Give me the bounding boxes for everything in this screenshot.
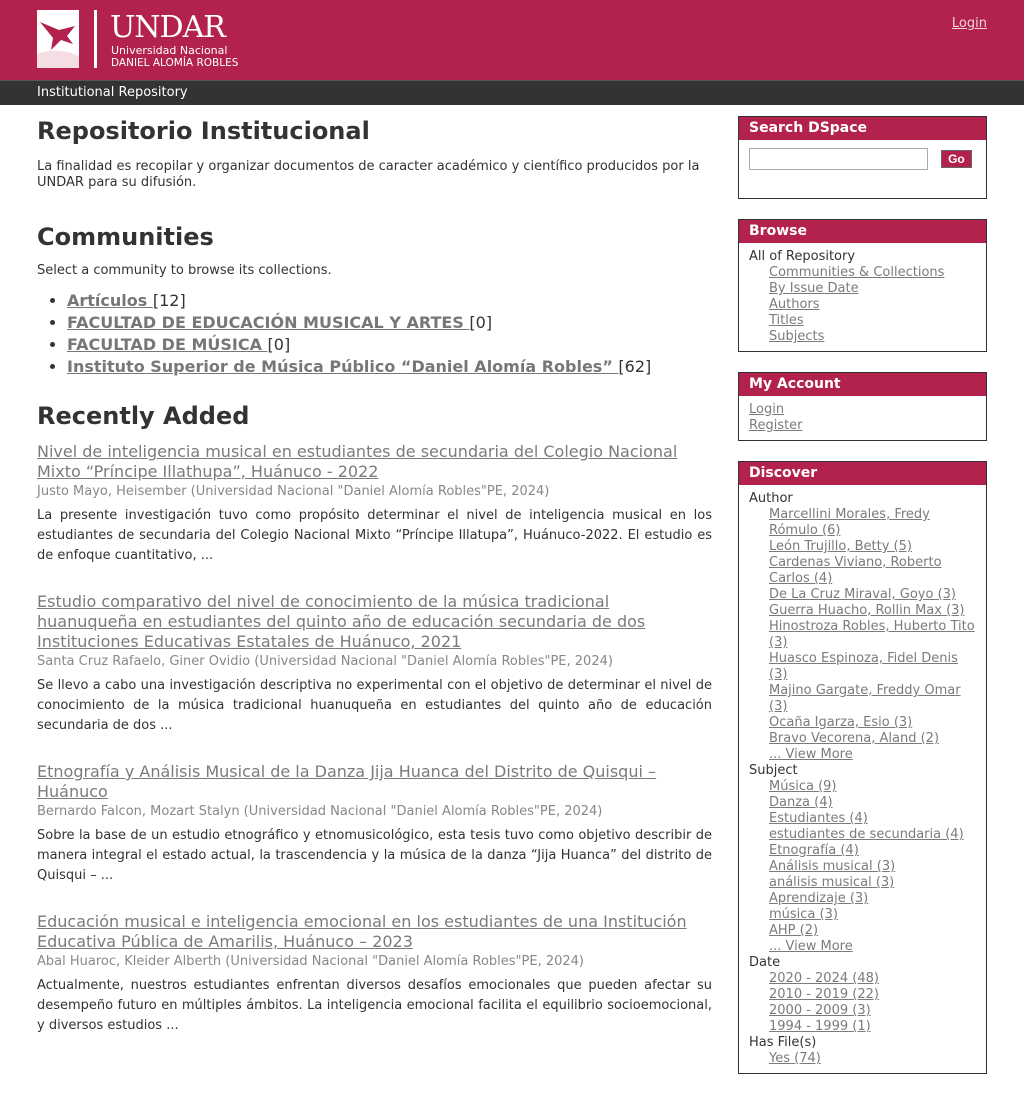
recent-item-meta: Santa Cruz Rafaelo, Giner Ovidio (Universidad Nacional "Daniel Alomía Robles"PE, 2024) (37, 654, 613, 669)
community-count: [0] (267, 335, 291, 354)
browse-heading: Browse (739, 220, 986, 243)
subject-facet-link[interactable]: Análisis musical (3) (769, 859, 896, 874)
account-heading: My Account (739, 373, 986, 396)
recent-item-abstract: Actualmente, nuestros estudiantes enfrentan diversos desafíos emocionales que pueden afectar su desempeño futuro en múltiples ámbitos. La inteligencia emocional facilita el equilibrio socioemocional, y diversos estudios ... (37, 978, 712, 1033)
intro-text: La finalidad es recopilar y organizar documentos de caracter académico y científico producidos por la UNDAR para su difusión. (37, 159, 700, 190)
main-content (37, 105, 712, 1062)
author-view-more-link[interactable]: ... View More (769, 747, 853, 762)
sidebar (738, 116, 987, 1094)
community-item (67, 356, 712, 378)
logo-subtitle: Universidad Nacional (111, 44, 228, 57)
recent-item-meta: Bernardo Falcon, Mozart Stalyn (Universidad Nacional "Daniel Alomía Robles"PE, 2024) (37, 804, 603, 819)
facet-label-subject: Subject (749, 763, 798, 778)
date-facet-link[interactable]: 2010 - 2019 (22) (769, 987, 879, 1002)
browse-authors-link[interactable]: Authors (769, 297, 820, 312)
subject-view-more-link[interactable]: ... View More (769, 939, 853, 954)
browse-list (739, 243, 986, 351)
recent-item (37, 762, 712, 886)
communities-heading: Communities (37, 223, 214, 251)
browse-box (738, 219, 987, 352)
author-facet-link[interactable]: Ocaña Igarza, Esio (3) (769, 715, 913, 730)
date-facet-link[interactable]: 2020 - 2024 (48) (769, 971, 879, 986)
search-box (738, 116, 987, 199)
community-count: [62] (618, 357, 652, 376)
subject-facet-link[interactable]: Etnografía (4) (769, 843, 859, 858)
go-button[interactable]: Go (941, 150, 972, 168)
author-facet-link[interactable]: León Trujillo, Betty (5) (769, 539, 912, 554)
recent-heading: Recently Added (37, 402, 250, 430)
search-input[interactable] (749, 148, 928, 170)
community-link[interactable]: FACULTAD DE EDUCACIÓN MUSICAL Y ARTES (67, 313, 470, 332)
logo-subtitle-2: DANIEL ALOMÍA ROBLES (111, 57, 239, 69)
recent-item-title[interactable]: Estudio comparativo del nivel de conocimiento de la música tradicional huanuqueña en estudiantes del quinto año de educación secundaria de dos Instituciones Educativas Estatales de Huánuco, 2021 (37, 592, 646, 651)
facet-label-date: Date (749, 955, 781, 970)
condor-emblem-icon (37, 10, 79, 68)
recent-item-abstract: La presente investigación tuvo como propósito determinar el nivel de inteligencia musical en los estudiantes de secundaria del Colegio Nacional Mixto “Príncipe Illatupa”, Huánuco-2022. El estudio es de enfoque cuantitativo, ... (37, 508, 712, 563)
community-item (67, 312, 712, 334)
community-count: [12] (152, 291, 186, 310)
community-item (67, 334, 712, 356)
undar-logo[interactable] (37, 10, 247, 70)
date-facet-link[interactable]: 1994 - 1999 (1) (769, 1019, 871, 1034)
browse-titles-link[interactable]: Titles (769, 313, 804, 328)
search-heading: Search DSpace (739, 117, 986, 140)
discover-box (738, 461, 987, 1074)
browse-subjects-link[interactable]: Subjects (769, 329, 825, 344)
community-link[interactable]: FACULTAD DE MÚSICA (67, 335, 268, 354)
browse-communities-link[interactable]: Communities & Collections (769, 265, 945, 280)
recent-item (37, 592, 712, 736)
subject-facet-link[interactable]: Aprendizaje (3) (769, 891, 869, 906)
logo-divider (94, 10, 97, 68)
author-facet-link[interactable]: Majino Gargate, Freddy Omar (3) (769, 683, 961, 714)
author-facet-link[interactable]: De La Cruz Miraval, Goyo (3) (769, 587, 956, 602)
search-row (739, 140, 986, 198)
community-count: [0] (469, 313, 493, 332)
account-login-link[interactable]: Login (749, 402, 785, 417)
account-list (739, 396, 986, 440)
subject-facet-link[interactable]: Danza (4) (769, 795, 833, 810)
recent-item (37, 442, 712, 566)
date-facet-link[interactable]: 2000 - 2009 (3) (769, 1003, 871, 1018)
facet-label-hasfile: Has File(s) (749, 1035, 817, 1050)
recent-item-title[interactable]: Nivel de inteligencia musical en estudiantes de secundaria del Colegio Nacional Mixto “Príncipe Illathupa”, Huánuco - 2022 (37, 442, 678, 481)
subject-facet-link[interactable]: Música (9) (769, 779, 837, 794)
browse-label: All of Repository (749, 249, 856, 264)
recent-item-meta: Justo Mayo, Heisember (Universidad Nacional "Daniel Alomía Robles"PE, 2024) (37, 484, 550, 499)
community-link[interactable]: Artículos (67, 291, 153, 310)
subject-facet-link[interactable]: AHP (2) (769, 923, 819, 938)
author-facet-link[interactable]: Huasco Espinoza, Fidel Denis (3) (769, 651, 958, 682)
discover-heading: Discover (739, 462, 986, 485)
subject-facet-link[interactable]: música (3) (769, 907, 838, 922)
breadcrumb (0, 80, 1024, 105)
community-item (67, 290, 712, 312)
recent-item-abstract: Sobre la base de un estudio etnográfico y etnomusicológico, esta tesis tuvo como objetivo describir de manera integral el estado actual, la trascendencia y la música de la danza “Jija Huanca” del distrito de Quisqui – ... (37, 828, 712, 883)
recent-item-title[interactable]: Educación musical e inteligencia emocional en los estudiantes de una Institución Educativa Pública de Amarilis, Huánuco – 2023 (37, 912, 687, 951)
author-facet-link[interactable]: Guerra Huacho, Rollin Max (3) (769, 603, 965, 618)
author-facet-link[interactable]: Marcellini Morales, Fredy Rómulo (6) (769, 507, 930, 538)
recent-item-meta: Abal Huaroc, Kleider Alberth (Universidad Nacional "Daniel Alomía Robles"PE, 2024) (37, 954, 584, 969)
breadcrumb-item[interactable]: Institutional Repository (37, 85, 188, 100)
hasfile-facet-link[interactable]: Yes (74) (769, 1051, 821, 1066)
logo-name: UNDAR (110, 10, 225, 45)
communities-help: Select a community to browse its collections. (37, 263, 332, 278)
subject-facet-link[interactable]: Estudiantes (4) (769, 811, 868, 826)
subject-facet-link[interactable]: análisis musical (3) (769, 875, 895, 890)
site-header (0, 0, 1024, 80)
login-link[interactable]: Login (951, 16, 987, 31)
community-link[interactable]: Instituto Superior de Música Público “Daniel Alomía Robles” (67, 357, 619, 376)
discover-list (739, 485, 986, 1073)
account-box (738, 372, 987, 441)
author-facet-link[interactable]: Hinostroza Robles, Huberto Tito (3) (769, 619, 975, 650)
subject-facet-link[interactable]: estudiantes de secundaria (4) (769, 827, 964, 842)
account-register-link[interactable]: Register (749, 418, 803, 433)
community-list (37, 290, 712, 378)
facet-label-author: Author (749, 491, 793, 506)
recent-item (37, 912, 712, 1036)
recent-item-abstract: Se llevo a cabo una investigación descriptiva no experimental con el objetivo de determinar el nivel de conocimiento de la música tradicional huanuqueña en estudiantes del quinto año de educación secundaria de dos ... (37, 678, 712, 733)
recent-item-title[interactable]: Etnografía y Análisis Musical de la Danza Jija Huanca del Distrito de Quisqui – Huánuco (37, 762, 657, 801)
browse-date-link[interactable]: By Issue Date (769, 281, 859, 296)
page-title: Repositorio Institucional (37, 117, 370, 145)
author-facet-link[interactable]: Cardenas Viviano, Roberto Carlos (4) (769, 555, 942, 586)
author-facet-link[interactable]: Bravo Vecorena, Aland (2) (769, 731, 940, 746)
